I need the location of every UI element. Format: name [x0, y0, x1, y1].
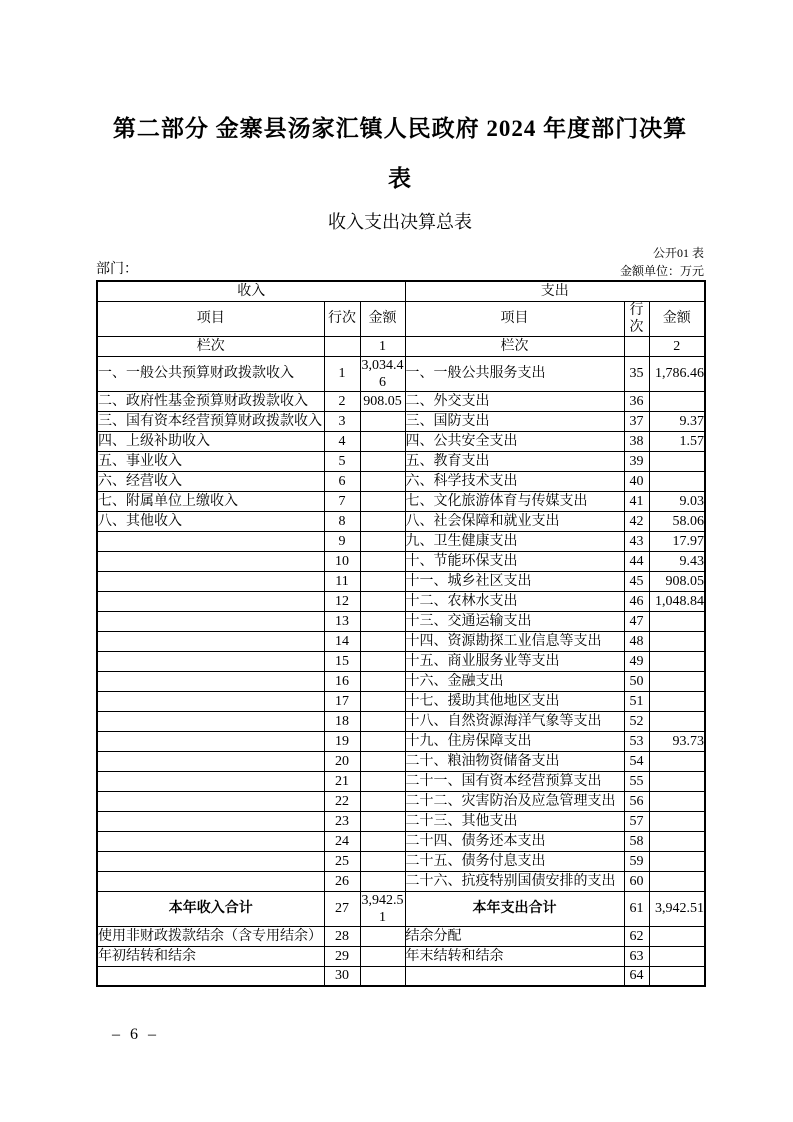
table-row: [97, 891, 705, 926]
expense-rowno-cell: 61: [624, 891, 649, 926]
expense-amount-cell: [649, 926, 705, 946]
expense-item-cell: 十八、自然资源海洋气象等支出: [405, 711, 624, 731]
income-expense-table: [96, 280, 706, 987]
income-rowno-cell: 25: [324, 851, 360, 871]
income-rowno-cell: 28: [324, 926, 360, 946]
income-rowno-cell: 12: [324, 591, 360, 611]
table-row: [97, 691, 705, 711]
table-row: [97, 511, 705, 531]
expense-rowno-cell: 37: [624, 411, 649, 431]
income-item-cell: [97, 611, 324, 631]
income-item-cell: [97, 651, 324, 671]
income-amount-cell: [360, 511, 405, 531]
expense-column-index: 2: [649, 336, 705, 356]
expense-rowno-cell: 49: [624, 651, 649, 671]
income-rowno-cell: 5: [324, 451, 360, 471]
expense-amount-cell: [649, 391, 705, 411]
income-item-cell: [97, 731, 324, 751]
expense-amount-cell: [649, 691, 705, 711]
expense-item-cell: 二十、粮油物资储备支出: [405, 751, 624, 771]
income-item-cell: [97, 631, 324, 651]
income-item-cell: [97, 871, 324, 891]
expense-rowno-cell: 57: [624, 811, 649, 831]
income-item-cell: [97, 771, 324, 791]
expense-rowno-cell: 53: [624, 731, 649, 751]
table-row: [97, 791, 705, 811]
income-rowno-cell: 30: [324, 966, 360, 986]
income-rowno-cell: 14: [324, 631, 360, 651]
expense-rowno-cell: 39: [624, 451, 649, 471]
income-item-cell: [97, 751, 324, 771]
expense-item-cell: 九、卫生健康支出: [405, 531, 624, 551]
income-column-index-label: 栏次: [97, 336, 324, 356]
expense-rowno-cell: 42: [624, 511, 649, 531]
empty-cell: [624, 336, 649, 356]
income-amount-cell: 3,942.51: [361, 892, 404, 925]
expense-rowno-cell: 50: [624, 671, 649, 691]
table-body: [97, 281, 705, 986]
table-row: [97, 431, 705, 451]
column-index-row: [97, 336, 705, 356]
income-rowno-cell: 21: [324, 771, 360, 791]
expense-amount-cell: 1.57: [649, 431, 705, 451]
income-amount-cell: [360, 591, 405, 611]
expense-rowno-cell: 60: [624, 871, 649, 891]
table-row: [97, 571, 705, 591]
income-amount-cell: [360, 411, 405, 431]
income-item-cell: 六、经营收入: [97, 471, 324, 491]
table-row: [97, 591, 705, 611]
income-rowno-cell: 2: [324, 391, 360, 411]
income-rowno-cell: 24: [324, 831, 360, 851]
table-row: [97, 551, 705, 571]
expense-rowno-cell: 56: [624, 791, 649, 811]
table-row: [97, 731, 705, 751]
expense-item-cell: 四、公共安全支出: [405, 431, 624, 451]
income-amount-cell: [360, 631, 405, 651]
expense-amount-cell: 17.97: [649, 531, 705, 551]
expense-amount-cell: [649, 611, 705, 631]
income-amount-cell: [360, 531, 405, 551]
income-amount-cell: [360, 731, 405, 751]
table-row: [97, 751, 705, 771]
income-rowno-cell: 3: [324, 411, 360, 431]
table-row: [97, 926, 705, 946]
expense-item-cell: 二十一、国有资本经营预算支出: [405, 771, 624, 791]
expense-amount-cell: [649, 811, 705, 831]
expense-amount-cell: [649, 631, 705, 651]
expense-amount-cell: [649, 771, 705, 791]
income-rowno-cell: 1: [324, 356, 360, 391]
table-row: [97, 471, 705, 491]
expense-amount-cell: [649, 671, 705, 691]
table-meta-row: [96, 262, 704, 280]
expense-amount-cell: 9.03: [649, 491, 705, 511]
expense-item-cell: 二十四、债务还本支出: [405, 831, 624, 851]
income-amount-cell: 908.05: [360, 391, 405, 411]
expense-rowno-cell: 59: [624, 851, 649, 871]
income-rowno-cell: 16: [324, 671, 360, 691]
income-rowno-cell: 17: [324, 691, 360, 711]
income-item-cell: [97, 531, 324, 551]
income-item-cell: [97, 671, 324, 691]
income-amount-cell: [360, 551, 405, 571]
table-row: [97, 811, 705, 831]
expense-item-cell: 八、社会保障和就业支出: [405, 511, 624, 531]
income-amount-header: 金额: [360, 301, 405, 336]
empty-cell: [324, 336, 360, 356]
expense-rowno-cell: 64: [624, 966, 649, 986]
expense-item-cell: 二、外交支出: [405, 391, 624, 411]
table-row: [97, 851, 705, 871]
expense-amount-cell: [649, 871, 705, 891]
expense-item-cell: 十五、商业服务业等支出: [405, 651, 624, 671]
expense-item-cell: 年末结转和结余: [405, 946, 624, 966]
income-item-cell: 使用非财政拨款结余（含专用结余）: [97, 926, 324, 946]
table-row: [97, 711, 705, 731]
expense-rowno-cell: 52: [624, 711, 649, 731]
expense-item-cell: 十二、农林水支出: [405, 591, 624, 611]
income-amount-cell: [360, 791, 405, 811]
expense-amount-cell: 9.37: [649, 411, 705, 431]
amount-unit-label: 金额单位：万元: [619, 264, 704, 278]
expense-item-cell: 十六、金融支出: [405, 671, 624, 691]
expense-rowno-cell: 58: [624, 831, 649, 851]
income-item-cell: [97, 711, 324, 731]
expense-item-cell: 二十五、债务付息支出: [405, 851, 624, 871]
expense-item-cell: 结余分配: [405, 926, 624, 946]
expense-item-cell: 十、节能环保支出: [405, 551, 624, 571]
expense-amount-cell: 93.73: [649, 731, 705, 751]
expense-rowno-cell: 63: [624, 946, 649, 966]
table-row: [97, 946, 705, 966]
expense-rowno-cell: 55: [624, 771, 649, 791]
expense-rowno-cell: 45: [624, 571, 649, 591]
income-amount-cell: [360, 926, 405, 946]
expense-amount-cell: [649, 791, 705, 811]
expense-amount-cell: [649, 471, 705, 491]
income-amount-cell: [360, 451, 405, 471]
page-title-line1: 第二部分 金寨县汤家汇镇人民政府 2024 年度部门决算: [112, 116, 688, 141]
table-row: [97, 671, 705, 691]
expense-rowno-cell: 43: [624, 531, 649, 551]
income-rowno-cell: 19: [324, 731, 360, 751]
income-rowno-cell: 8: [324, 511, 360, 531]
expense-item-cell: 一、一般公共服务支出: [405, 356, 624, 391]
expense-column-index-label: 栏次: [405, 336, 624, 356]
expense-amount-cell: [649, 831, 705, 851]
income-amount-cell: [360, 851, 405, 871]
table-row: [97, 871, 705, 891]
expense-item-cell: 三、国防支出: [405, 411, 624, 431]
department-label: 部门：: [96, 262, 138, 277]
expense-item-cell: 二十六、抗疫特别国债安排的支出: [405, 871, 624, 891]
expense-rowno-cell: 51: [624, 691, 649, 711]
expense-rowno-cell: 36: [624, 391, 649, 411]
expense-rowno-cell: 48: [624, 631, 649, 651]
income-amount-cell: [360, 871, 405, 891]
expense-rowno-cell: 44: [624, 551, 649, 571]
income-item-cell: [97, 551, 324, 571]
expense-amount-cell: 3,942.51: [649, 891, 705, 926]
expense-rowno-cell: 41: [624, 491, 649, 511]
table-row: [97, 631, 705, 651]
expense-rowno-cell: 35: [624, 356, 649, 391]
income-amount-cell: [360, 771, 405, 791]
section-header-row: [97, 281, 705, 301]
income-item-cell: [97, 571, 324, 591]
table-row: [97, 831, 705, 851]
income-item-cell: [97, 791, 324, 811]
expense-amount-cell: [649, 751, 705, 771]
income-amount-cell: [360, 611, 405, 631]
income-rowno-cell: 22: [324, 791, 360, 811]
expense-amount-cell: [649, 651, 705, 671]
expense-amount-cell: [649, 851, 705, 871]
expense-amount-cell: 9.43: [649, 551, 705, 571]
income-rowno-cell: 27: [324, 891, 360, 926]
income-item-cell: 七、附属单位上缴收入: [97, 491, 324, 511]
page-title-line2: 表: [388, 166, 412, 191]
table-row: [97, 651, 705, 671]
income-amount-cell: [360, 751, 405, 771]
expense-item-cell: 五、教育支出: [405, 451, 624, 471]
expense-rowno-cell: 54: [624, 751, 649, 771]
table-code: 公开01 表: [652, 246, 704, 260]
income-rowno-cell: 18: [324, 711, 360, 731]
expense-amount-cell: 1,786.46: [649, 356, 705, 391]
income-rowno-cell: 15: [324, 651, 360, 671]
income-amount-cell: [360, 651, 405, 671]
table-row: [97, 391, 705, 411]
expense-rowno-cell: 62: [624, 926, 649, 946]
expense-item-cell: 十九、住房保障支出: [405, 731, 624, 751]
expense-rowno-cell: 38: [624, 431, 649, 451]
income-item-cell: 三、国有资本经营预算财政拨款收入: [97, 411, 324, 431]
income-item-cell: 年初结转和结余: [97, 946, 324, 966]
table-row: [97, 356, 705, 391]
expense-amount-cell: [649, 966, 705, 986]
table-row: [97, 411, 705, 431]
income-item-cell: [97, 591, 324, 611]
expense-item-cell: 二十三、其他支出: [405, 811, 624, 831]
income-amount-cell: [360, 571, 405, 591]
expense-amount-cell: [649, 451, 705, 471]
income-item-cell: [97, 811, 324, 831]
income-amount-cell: [360, 491, 405, 511]
table-row: [97, 611, 705, 631]
income-amount-cell: [360, 811, 405, 831]
income-rowno-cell: 10: [324, 551, 360, 571]
income-rowno-cell: 6: [324, 471, 360, 491]
income-amount-cell: 3,034.46: [361, 357, 404, 390]
expense-amount-cell: 58.06: [649, 511, 705, 531]
income-section-header: 收入: [97, 281, 405, 301]
expense-item-cell: [405, 966, 624, 986]
table-row: [97, 451, 705, 471]
income-item-cell: 二、政府性基金预算财政拨款收入: [97, 391, 324, 411]
page-title: [96, 0, 704, 204]
income-amount-cell: [360, 966, 405, 986]
income-item-cell: 本年收入合计: [97, 891, 324, 926]
income-item-cell: [97, 966, 324, 986]
column-header-row: [97, 301, 705, 336]
income-item-cell: 四、上级补助收入: [97, 431, 324, 451]
income-rowno-cell: 20: [324, 751, 360, 771]
income-column-index: 1: [360, 336, 405, 356]
expense-amount-cell: 1,048.84: [649, 591, 705, 611]
income-amount-cell: [360, 431, 405, 451]
expense-amount-cell: [649, 946, 705, 966]
table-title: 收入支出决算总表: [328, 212, 472, 232]
income-rowno-cell: 7: [324, 491, 360, 511]
expense-item-cell: 十三、交通运输支出: [405, 611, 624, 631]
income-rowno-cell: 4: [324, 431, 360, 451]
table-row: [97, 491, 705, 511]
expense-rowno-header: 行次: [624, 301, 649, 336]
income-rowno-cell: 11: [324, 571, 360, 591]
table-row: [97, 771, 705, 791]
page-number: – 6 –: [112, 1026, 159, 1043]
income-rowno-cell: 23: [324, 811, 360, 831]
income-item-cell: [97, 691, 324, 711]
income-item-cell: [97, 851, 324, 871]
income-rowno-cell: 29: [324, 946, 360, 966]
expense-item-cell: 十一、城乡社区支出: [405, 571, 624, 591]
expense-item-cell: 七、文化旅游体育与传媒支出: [405, 491, 624, 511]
income-amount-cell: [360, 471, 405, 491]
expense-item-header: 项目: [405, 301, 624, 336]
income-amount-cell: [360, 671, 405, 691]
expense-rowno-cell: 40: [624, 471, 649, 491]
income-item-header: 项目: [97, 301, 324, 336]
expense-item-cell: 十七、援助其他地区支出: [405, 691, 624, 711]
income-rowno-cell: 26: [324, 871, 360, 891]
income-item-cell: 一、一般公共预算财政拨款收入: [97, 356, 324, 391]
income-amount-cell: [360, 831, 405, 851]
expense-item-cell: 二十二、灾害防治及应急管理支出: [405, 791, 624, 811]
expense-rowno-cell: 46: [624, 591, 649, 611]
table-row: [97, 531, 705, 551]
table-row: [97, 966, 705, 986]
expense-item-cell: 六、科学技术支出: [405, 471, 624, 491]
income-amount-cell: [360, 946, 405, 966]
income-rowno-header: 行次: [324, 301, 360, 336]
income-item-cell: 五、事业收入: [97, 451, 324, 471]
expense-section-header: 支出: [405, 281, 705, 301]
income-amount-cell: [360, 711, 405, 731]
expense-rowno-cell: 47: [624, 611, 649, 631]
income-amount-cell: [360, 691, 405, 711]
income-item-cell: 八、其他收入: [97, 511, 324, 531]
expense-amount-header: 金额: [649, 301, 705, 336]
expense-item-cell: 十四、资源勘探工业信息等支出: [405, 631, 624, 651]
expense-amount-cell: 908.05: [649, 571, 705, 591]
income-rowno-cell: 13: [324, 611, 360, 631]
expense-item-cell: 本年支出合计: [405, 891, 624, 926]
income-rowno-cell: 9: [324, 531, 360, 551]
expense-amount-cell: [649, 711, 705, 731]
income-item-cell: [97, 831, 324, 851]
